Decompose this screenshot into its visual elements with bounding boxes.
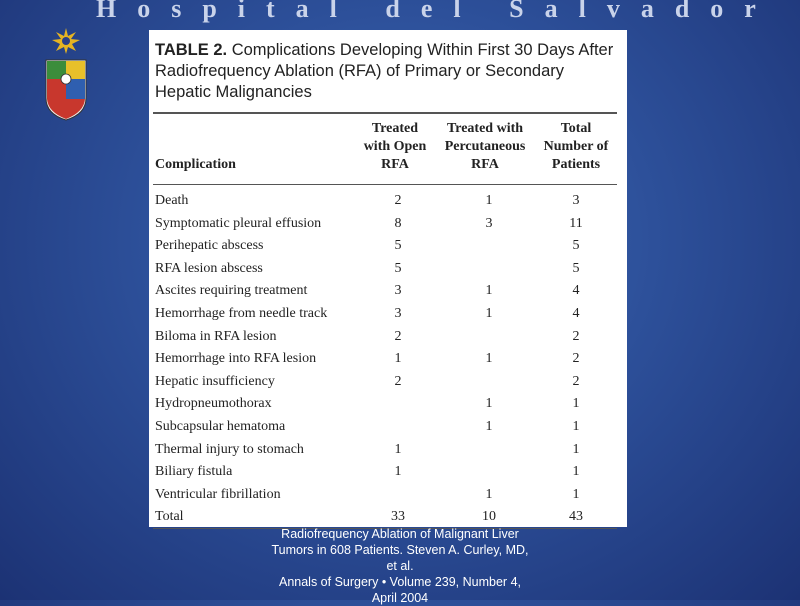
table-header-rule xyxy=(153,184,617,185)
table-row-total: Total 33 10 43 xyxy=(155,509,583,525)
table-caption-text: Complications Developing Within First 30 Days After Radiofrequency Ablation (RFA) of Primary or Secondary Hepatic Malignancies xyxy=(155,41,614,101)
table-row: Hemorrhage from needle track 3 1 4 xyxy=(155,305,580,321)
table-row: RFA lesion abscess 5 5 xyxy=(155,260,580,276)
table-row: Hydropneumothorax 1 1 xyxy=(155,396,580,412)
table-row: Symptomatic pleural effusion 8 3 11 xyxy=(155,215,583,231)
column-header-open-rfa: Treated with Open RFA xyxy=(363,121,427,172)
column-header-percutaneous-rfa: Treated with Percutaneous RFA xyxy=(444,121,526,172)
table-row: Hepatic insufficiency 2 2 xyxy=(155,373,580,389)
table-top-rule xyxy=(153,112,617,114)
table-row: Ventricular fibrillation 1 1 xyxy=(155,486,580,502)
table-card xyxy=(149,30,627,527)
table-row: Subcapsular hematoma 1 1 xyxy=(155,418,580,434)
table-label: TABLE 2. xyxy=(155,41,228,59)
table-body xyxy=(149,191,627,530)
table-row: Biliary fistula 1 1 xyxy=(155,464,580,480)
table-row: Perihepatic abscess 5 5 xyxy=(155,238,580,254)
column-header-complication: Complication xyxy=(155,157,236,172)
header-title: Hospital del Salvador xyxy=(96,0,777,23)
column-header-total-patients: Total Number of Patients xyxy=(543,121,609,172)
table-row: Thermal injury to stomach 1 1 xyxy=(155,441,580,457)
table-row: Hemorrhage into RFA lesion 1 1 2 xyxy=(155,351,580,367)
university-shield-logo xyxy=(42,26,90,122)
table-row: Ascites requiring treatment 3 1 4 xyxy=(155,283,580,299)
table-caption xyxy=(155,40,621,103)
source-citation: Radiofrequency Ablation of Malignant Liver Tumors in 608 Patients. Steven A. Curley, MD, et al. Annals of Surgery • Volume 239, Number 4, April 2004 xyxy=(271,527,529,605)
table-row: Biloma in RFA lesion 2 2 xyxy=(155,328,580,344)
table-row: Death 2 1 3 xyxy=(155,193,580,208)
